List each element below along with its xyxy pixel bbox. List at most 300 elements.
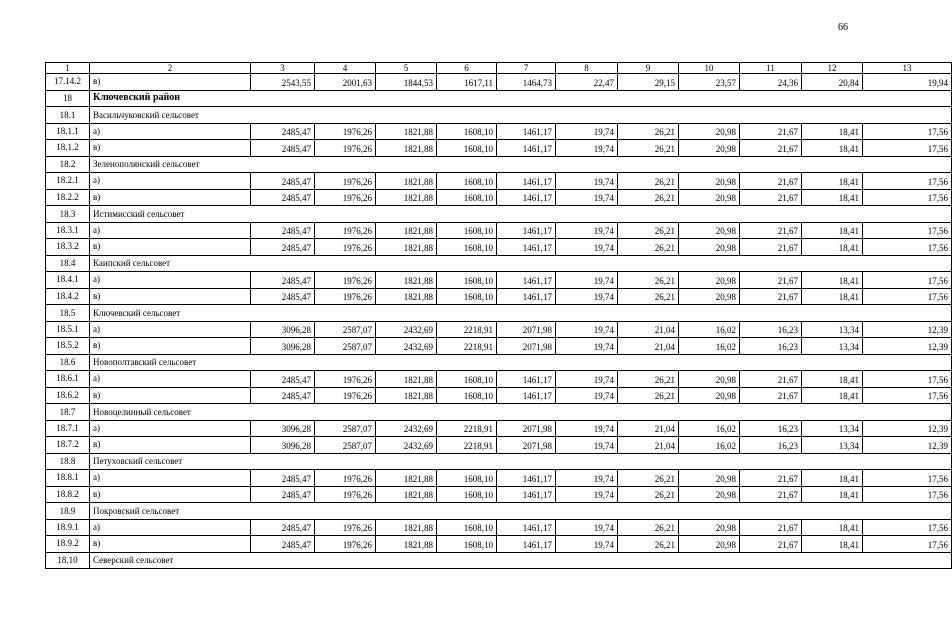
value-cell: 21,67	[740, 272, 802, 289]
table-row	[46, 123, 952, 140]
value-cell: 2485,47	[251, 371, 315, 388]
value-cell: 26,21	[618, 123, 679, 140]
value-cell: 20,98	[679, 123, 740, 140]
value-cell: 21,04	[618, 420, 679, 437]
value-cell: 18,41	[802, 222, 863, 239]
column-number: 6	[437, 63, 497, 74]
value-cell: 20,98	[679, 239, 740, 256]
value-cell: 1821,88	[376, 371, 437, 388]
row-subitem: а)	[90, 519, 251, 536]
column-number: 2	[90, 63, 251, 74]
value-cell: 18,41	[802, 272, 863, 289]
section-row	[46, 552, 952, 569]
table-row	[46, 239, 952, 256]
value-cell: 1821,88	[376, 222, 437, 239]
value-cell: 2071,98	[497, 437, 556, 454]
value-cell: 19,74	[556, 470, 618, 487]
section-title: Каипский сельсовет	[90, 255, 952, 272]
value-cell: 18,41	[802, 371, 863, 388]
value-cell: 2543,55	[251, 74, 315, 91]
value-cell: 12,39	[863, 321, 952, 338]
value-cell: 1608,10	[437, 189, 497, 206]
row-code: 17.14.2	[46, 74, 90, 91]
value-cell: 21,67	[740, 536, 802, 553]
value-cell: 26,21	[618, 140, 679, 157]
district-title: Ключевский район	[90, 90, 952, 107]
row-code: 18.4	[46, 255, 90, 272]
value-cell: 21,67	[740, 486, 802, 503]
value-cell: 1821,88	[376, 140, 437, 157]
value-cell: 1608,10	[437, 239, 497, 256]
value-cell: 16,23	[740, 338, 802, 355]
value-cell: 20,98	[679, 387, 740, 404]
value-cell: 1461,17	[497, 140, 556, 157]
section-row	[46, 107, 952, 124]
value-cell: 20,98	[679, 288, 740, 305]
row-subitem: а)	[90, 470, 251, 487]
row-code: 18.1.1	[46, 123, 90, 140]
table-row	[46, 272, 952, 289]
value-cell: 3096,28	[251, 437, 315, 454]
row-code: 18.1	[46, 107, 90, 124]
column-number: 5	[376, 63, 437, 74]
value-cell: 3096,28	[251, 338, 315, 355]
value-cell: 19,74	[556, 437, 618, 454]
row-code: 18.7.1	[46, 420, 90, 437]
value-cell: 2485,47	[251, 173, 315, 190]
value-cell: 16,23	[740, 420, 802, 437]
row-subitem: а)	[90, 222, 251, 239]
value-cell: 2485,47	[251, 387, 315, 404]
value-cell: 2485,47	[251, 239, 315, 256]
value-cell: 19,94	[863, 74, 952, 91]
value-cell: 1461,17	[497, 239, 556, 256]
value-cell: 20,98	[679, 173, 740, 190]
column-number: 7	[497, 63, 556, 74]
value-cell: 13,34	[802, 321, 863, 338]
row-code: 18.2	[46, 156, 90, 173]
value-cell: 1608,10	[437, 387, 497, 404]
value-cell: 18,41	[802, 140, 863, 157]
value-cell: 26,21	[618, 239, 679, 256]
value-cell: 1608,10	[437, 536, 497, 553]
value-cell: 21,67	[740, 519, 802, 536]
table-row	[46, 486, 952, 503]
value-cell: 21,67	[740, 189, 802, 206]
value-cell: 20,84	[802, 74, 863, 91]
value-cell: 1461,17	[497, 189, 556, 206]
page-number: 66	[838, 22, 848, 33]
row-code: 18.6.2	[46, 387, 90, 404]
value-cell: 17,56	[863, 536, 952, 553]
table-row	[46, 387, 952, 404]
column-number: 3	[251, 63, 315, 74]
value-cell: 1461,17	[497, 486, 556, 503]
row-code: 18.8.2	[46, 486, 90, 503]
value-cell: 1821,88	[376, 239, 437, 256]
value-cell: 17,56	[863, 288, 952, 305]
table-row	[46, 437, 952, 454]
value-cell: 1821,88	[376, 486, 437, 503]
value-cell: 1608,10	[437, 173, 497, 190]
value-cell: 19,74	[556, 387, 618, 404]
value-cell: 1976,26	[315, 288, 376, 305]
value-cell: 19,74	[556, 371, 618, 388]
value-cell: 2432,69	[376, 437, 437, 454]
row-code: 18.3	[46, 206, 90, 223]
value-cell: 1821,88	[376, 189, 437, 206]
table-row	[46, 222, 952, 239]
value-cell: 26,21	[618, 486, 679, 503]
value-cell: 2218,91	[437, 321, 497, 338]
value-cell: 19,74	[556, 272, 618, 289]
row-code: 18.5.2	[46, 338, 90, 355]
value-cell: 18,41	[802, 470, 863, 487]
value-cell: 16,02	[679, 321, 740, 338]
value-cell: 26,21	[618, 470, 679, 487]
row-code: 18.3.2	[46, 239, 90, 256]
section-row	[46, 354, 952, 371]
value-cell: 1976,26	[315, 387, 376, 404]
value-cell: 19,74	[556, 173, 618, 190]
value-cell: 19,74	[556, 123, 618, 140]
value-cell: 21,67	[740, 140, 802, 157]
value-cell: 18,41	[802, 239, 863, 256]
value-cell: 20,98	[679, 470, 740, 487]
section-row	[46, 255, 952, 272]
value-cell: 1821,88	[376, 470, 437, 487]
value-cell: 1976,26	[315, 239, 376, 256]
value-cell: 22,47	[556, 74, 618, 91]
value-cell: 21,04	[618, 338, 679, 355]
row-code: 18.3.1	[46, 222, 90, 239]
section-title: Новоцелинный сельсовет	[90, 404, 952, 421]
value-cell: 2071,98	[497, 338, 556, 355]
column-number: 4	[315, 63, 376, 74]
section-title: Петуховский сельсовет	[90, 453, 952, 470]
value-cell: 20,98	[679, 272, 740, 289]
value-cell: 1608,10	[437, 519, 497, 536]
section-row	[46, 453, 952, 470]
value-cell: 19,74	[556, 519, 618, 536]
row-subitem: а)	[90, 321, 251, 338]
value-cell: 1608,10	[437, 486, 497, 503]
value-cell: 1976,26	[315, 189, 376, 206]
value-cell: 17,56	[863, 486, 952, 503]
section-title: Северский сельсовет	[90, 552, 952, 569]
table-row	[46, 321, 952, 338]
value-cell: 1608,10	[437, 272, 497, 289]
value-cell: 2587,07	[315, 321, 376, 338]
row-code: 18.5.1	[46, 321, 90, 338]
value-cell: 17,56	[863, 519, 952, 536]
value-cell: 1461,17	[497, 536, 556, 553]
value-cell: 23,57	[679, 74, 740, 91]
row-subitem: в)	[90, 140, 251, 157]
value-cell: 20,98	[679, 140, 740, 157]
value-cell: 2485,47	[251, 189, 315, 206]
section-row	[46, 503, 952, 520]
column-number: 1	[46, 63, 90, 74]
value-cell: 24,36	[740, 74, 802, 91]
value-cell: 19,74	[556, 420, 618, 437]
value-cell: 1821,88	[376, 173, 437, 190]
value-cell: 21,67	[740, 371, 802, 388]
district-row	[46, 90, 952, 107]
value-cell: 1461,17	[497, 173, 556, 190]
value-cell: 21,04	[618, 321, 679, 338]
row-subitem: в)	[90, 189, 251, 206]
section-title: Покровский сельсовет	[90, 503, 952, 520]
row-subitem: а)	[90, 123, 251, 140]
value-cell: 19,74	[556, 288, 618, 305]
value-cell: 19,74	[556, 536, 618, 553]
table-row	[46, 536, 952, 553]
value-cell: 2485,47	[251, 519, 315, 536]
value-cell: 17,56	[863, 140, 952, 157]
value-cell: 2587,07	[315, 338, 376, 355]
value-cell: 1608,10	[437, 288, 497, 305]
row-code: 18.7	[46, 404, 90, 421]
value-cell: 26,21	[618, 222, 679, 239]
value-cell: 1461,17	[497, 371, 556, 388]
value-cell: 19,74	[556, 486, 618, 503]
value-cell: 1608,10	[437, 371, 497, 388]
value-cell: 1461,17	[497, 272, 556, 289]
row-code: 18.5	[46, 305, 90, 322]
row-subitem: в)	[90, 437, 251, 454]
value-cell: 21,67	[740, 239, 802, 256]
value-cell: 21,67	[740, 222, 802, 239]
value-cell: 17,56	[863, 123, 952, 140]
value-cell: 1976,26	[315, 173, 376, 190]
table-row	[46, 420, 952, 437]
row-subitem: в)	[90, 338, 251, 355]
value-cell: 1976,26	[315, 486, 376, 503]
value-cell: 1821,88	[376, 536, 437, 553]
row-code: 18.4.1	[46, 272, 90, 289]
row-code: 18.8	[46, 453, 90, 470]
value-cell: 12,39	[863, 420, 952, 437]
row-subitem: а)	[90, 371, 251, 388]
value-cell: 2587,07	[315, 437, 376, 454]
value-cell: 12,39	[863, 437, 952, 454]
value-cell: 2432,69	[376, 420, 437, 437]
value-cell: 1821,88	[376, 272, 437, 289]
value-cell: 2071,98	[497, 420, 556, 437]
row-code: 18.9	[46, 503, 90, 520]
value-cell: 2587,07	[315, 420, 376, 437]
value-cell: 19,74	[556, 338, 618, 355]
value-cell: 26,21	[618, 536, 679, 553]
value-cell: 1464,73	[497, 74, 556, 91]
value-cell: 3096,28	[251, 321, 315, 338]
value-cell: 1461,17	[497, 519, 556, 536]
value-cell: 2001,63	[315, 74, 376, 91]
tariff-table	[45, 62, 952, 569]
value-cell: 1976,26	[315, 371, 376, 388]
value-cell: 1608,10	[437, 222, 497, 239]
value-cell: 18,41	[802, 123, 863, 140]
value-cell: 26,21	[618, 387, 679, 404]
value-cell: 17,56	[863, 173, 952, 190]
value-cell: 18,41	[802, 486, 863, 503]
section-row	[46, 404, 952, 421]
value-cell: 3096,28	[251, 420, 315, 437]
value-cell: 19,74	[556, 140, 618, 157]
table-row	[46, 519, 952, 536]
value-cell: 20,98	[679, 536, 740, 553]
value-cell: 2218,91	[437, 420, 497, 437]
row-subitem: в)	[90, 239, 251, 256]
value-cell: 2432,69	[376, 338, 437, 355]
value-cell: 19,74	[556, 222, 618, 239]
row-code: 18	[46, 90, 90, 107]
column-number: 12	[802, 63, 863, 74]
value-cell: 18,41	[802, 288, 863, 305]
table-row	[46, 470, 952, 487]
row-subitem: в)	[90, 387, 251, 404]
value-cell: 21,04	[618, 437, 679, 454]
value-cell: 16,23	[740, 437, 802, 454]
section-row	[46, 206, 952, 223]
column-number: 13	[863, 63, 952, 74]
value-cell: 17,56	[863, 239, 952, 256]
value-cell: 18,41	[802, 536, 863, 553]
value-cell: 1461,17	[497, 222, 556, 239]
value-cell: 18,41	[802, 519, 863, 536]
value-cell: 13,34	[802, 437, 863, 454]
value-cell: 20,98	[679, 189, 740, 206]
section-title: Васильчуковский сельсовет	[90, 107, 952, 124]
value-cell: 13,34	[802, 338, 863, 355]
value-cell: 1976,26	[315, 123, 376, 140]
table-row	[46, 338, 952, 355]
value-cell: 1976,26	[315, 470, 376, 487]
value-cell: 2485,47	[251, 536, 315, 553]
row-code: 18.2.2	[46, 189, 90, 206]
value-cell: 17,56	[863, 272, 952, 289]
value-cell: 1844,53	[376, 74, 437, 91]
table-row	[46, 189, 952, 206]
section-row	[46, 305, 952, 322]
value-cell: 21,67	[740, 123, 802, 140]
value-cell: 20,98	[679, 371, 740, 388]
section-title: Истимисский сельсовет	[90, 206, 952, 223]
value-cell: 1976,26	[315, 536, 376, 553]
value-cell: 17,56	[863, 387, 952, 404]
row-code: 18.6.1	[46, 371, 90, 388]
row-code: 18.1.2	[46, 140, 90, 157]
value-cell: 2218,91	[437, 437, 497, 454]
value-cell: 17,56	[863, 470, 952, 487]
value-cell: 2485,47	[251, 222, 315, 239]
column-number: 8	[556, 63, 618, 74]
row-code: 18.7.2	[46, 437, 90, 454]
section-title: Зеленополянский сельсовет	[90, 156, 952, 173]
row-subitem: а)	[90, 420, 251, 437]
row-code: 18.8.1	[46, 470, 90, 487]
value-cell: 1461,17	[497, 387, 556, 404]
value-cell: 21,67	[740, 470, 802, 487]
value-cell: 1976,26	[315, 222, 376, 239]
value-cell: 20,98	[679, 486, 740, 503]
value-cell: 19,74	[556, 321, 618, 338]
value-cell: 2485,47	[251, 288, 315, 305]
value-cell: 26,21	[618, 371, 679, 388]
value-cell: 26,21	[618, 189, 679, 206]
row-code: 18.10	[46, 552, 90, 569]
value-cell: 16,23	[740, 321, 802, 338]
value-cell: 26,21	[618, 288, 679, 305]
value-cell: 16,02	[679, 437, 740, 454]
value-cell: 1821,88	[376, 519, 437, 536]
value-cell: 2485,47	[251, 486, 315, 503]
row-code: 18.9.2	[46, 536, 90, 553]
value-cell: 26,21	[618, 519, 679, 536]
table-row	[46, 288, 952, 305]
table-row	[46, 173, 952, 190]
row-subitem: а)	[90, 173, 251, 190]
value-cell: 18,41	[802, 387, 863, 404]
value-cell: 13,34	[802, 420, 863, 437]
table-row	[46, 74, 952, 91]
row-subitem: в)	[90, 288, 251, 305]
value-cell: 1976,26	[315, 519, 376, 536]
row-code: 18.9.1	[46, 519, 90, 536]
value-cell: 16,02	[679, 420, 740, 437]
value-cell: 20,98	[679, 222, 740, 239]
value-cell: 1821,88	[376, 123, 437, 140]
column-number: 9	[618, 63, 679, 74]
value-cell: 17,56	[863, 189, 952, 206]
value-cell: 17,56	[863, 222, 952, 239]
value-cell: 1821,88	[376, 288, 437, 305]
value-cell: 17,56	[863, 371, 952, 388]
row-subitem: в)	[90, 536, 251, 553]
value-cell: 29,15	[618, 74, 679, 91]
section-row	[46, 156, 952, 173]
row-code: 18.2.1	[46, 173, 90, 190]
value-cell: 1976,26	[315, 272, 376, 289]
section-title: Новополтавский сельсовет	[90, 354, 952, 371]
value-cell: 26,21	[618, 173, 679, 190]
row-code: 18.4.2	[46, 288, 90, 305]
value-cell: 2485,47	[251, 470, 315, 487]
value-cell: 2218,91	[437, 338, 497, 355]
row-subitem: в)	[90, 486, 251, 503]
value-cell: 2485,47	[251, 123, 315, 140]
value-cell: 1608,10	[437, 470, 497, 487]
value-cell: 1461,17	[497, 288, 556, 305]
column-number: 11	[740, 63, 802, 74]
value-cell: 16,02	[679, 338, 740, 355]
column-number-row	[46, 63, 952, 74]
value-cell: 19,74	[556, 189, 618, 206]
value-cell: 1461,17	[497, 123, 556, 140]
value-cell: 18,41	[802, 189, 863, 206]
value-cell: 21,67	[740, 288, 802, 305]
value-cell: 12,39	[863, 338, 952, 355]
value-cell: 2071,98	[497, 321, 556, 338]
row-code: 18.6	[46, 354, 90, 371]
value-cell: 26,21	[618, 272, 679, 289]
value-cell: 2432,69	[376, 321, 437, 338]
value-cell: 2485,47	[251, 140, 315, 157]
row-subitem: а)	[90, 272, 251, 289]
value-cell: 1461,17	[497, 470, 556, 487]
value-cell: 1617,11	[437, 74, 497, 91]
